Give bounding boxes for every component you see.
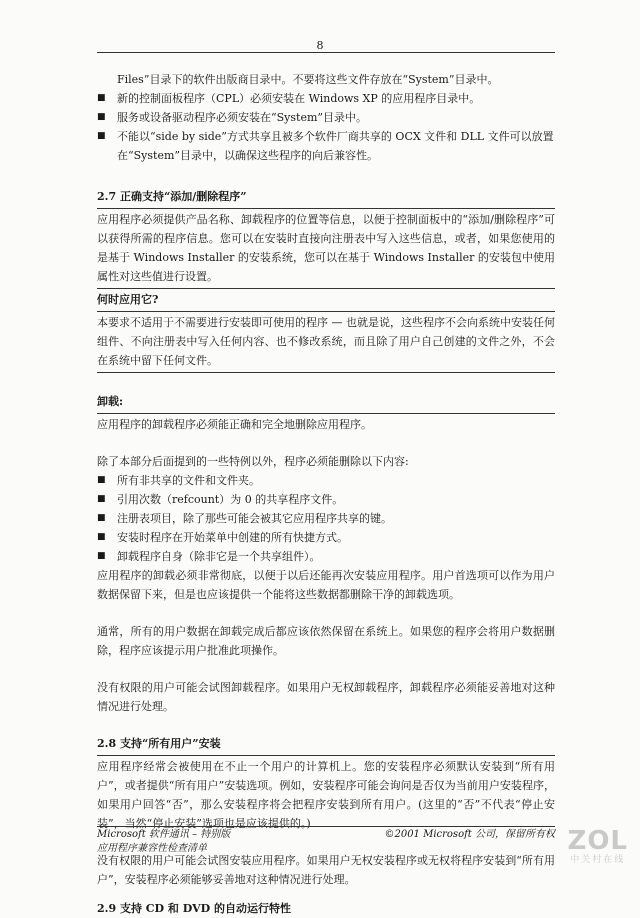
watermark-subtitle: 中关村在线 — [570, 855, 626, 865]
intro-continuation: Files”目录下的软件出版商目录中。不要将这些文件存放在“System”目录中。 — [117, 73, 499, 86]
list-item: ■ 卸载程序自身（除非它是一个共享组件）。 — [97, 547, 555, 566]
list-item: ■ 不能以“side by side”方式共享且被多个软件厂商共享的 OCX 文件和 DLL 文件可以放置在“System”目录中，以确保这些程序的向后兼容性。 — [97, 127, 555, 165]
uninstall-intro: 应用程序的卸载程序必须能正确和完全地删除应用程序。 — [97, 418, 372, 431]
footer-publication: Microsoft 软件通讯 – 特别版 — [97, 829, 231, 840]
section-2-8-body: 应用程序经常会被使用在不止一个用户的计算机上。您的安装程序必须默认安装到“所有用户”，或者提供“所有用户”安装选项。例如，安装程序可能会询问是否仅为当前用户安装程序，如果用户回答“否”，那么安装程序将会把程序安装到所有用户。(这里的“否”不代表“停止安装”，当然“停止安装”选项也是应该提供的。) — [97, 760, 555, 830]
list-item: ■ 引用次数（refcount）为 0 的共享程序文件。 — [97, 490, 555, 509]
uninstall-user-data-paragraph: 通常，所有的用户数据在卸载完成后都应该依然保留在系统上。如果您的程序会将用户数据删除，程序应该提示用户批准此项操作。 — [97, 625, 555, 657]
watermark — [567, 828, 628, 866]
page-content — [97, 70, 555, 918]
when-apply-body: 本要求不适用于不需要进行安装即可使用的程序 — 也就是说，这些程序不会向系统中安装任何组件、不向注册表中写入任何内容、也不修改系统，而且除了用户自己创建的文件之外，不会在系统中留下任何文件。 — [97, 316, 555, 367]
uninstall-after-list: 应用程序的卸载必须非常彻底，以便于以后还能再次安装应用程序。用户首选项可以作为用户数据保留下来，但是也应该提供一个能将这些数据都删除干净的卸载选项。 — [97, 569, 555, 601]
list-item: ■ 新的控制面板程序（CPL）必须安装在 Windows XP 的应用程序目录中。 — [97, 89, 555, 108]
intro-bullet-list — [97, 89, 555, 165]
section-rule — [97, 208, 555, 209]
footer-rule — [97, 826, 555, 827]
footer-document-title: 应用程序兼容性检查清单 — [97, 843, 207, 854]
list-item: ■ 安装时程序在开始菜单中创建的所有快捷方式。 — [97, 528, 555, 547]
header-rule — [97, 52, 555, 53]
uninstall-no-permission-paragraph: 没有权限的用户可能会试图卸载程序。如果用户无权卸载程序，卸载程序必须能妥善地对这种情况进行处理。 — [97, 681, 555, 713]
footer-copyright: ©2001 Microsoft 公司，保留所有权 — [384, 829, 555, 840]
section-2-8-no-permission-paragraph: 没有权限的用户可能会试图安装应用程序。如果用户无权安装程序或无权将程序安装到“所有用户”，安装程序必须能够妥善地对这种情况进行处理。 — [97, 854, 555, 886]
uninstall-title: 卸载: — [97, 395, 124, 408]
section-2-7-body: 应用程序必须提供产品名称、卸载程序的位置等信息，以便于控制面板中的“添加/删除程序”可以获得所需的程序信息。您可以在安装时直接向注册表中写入这些信息，或者，如果您使用的是基于 Windows Installer 的安装系统，您可以在基于 Windows Installer 的安装包中使用属性对这些值进行设置。 — [97, 213, 555, 283]
section-rule — [97, 372, 555, 373]
section-rule — [97, 755, 555, 756]
section-rule — [97, 311, 555, 312]
section-2-9-title: 2.9 支持 CD 和 DVD 的自动运行特性 — [97, 902, 291, 915]
uninstall-list-intro: 除了本部分后面提到的一些特例以外，程序必须能删除以下内容: — [97, 455, 409, 468]
section-rule — [97, 413, 555, 414]
section-rule — [97, 288, 555, 289]
section-2-7-title: 2.7 正确支持“添加/删除程序” — [97, 190, 247, 203]
uninstall-bullet-list — [97, 471, 555, 566]
list-item: ■ 所有非共享的文件和文件夹。 — [97, 471, 555, 490]
list-item: ■ 服务或设备驱动程序必须安装在“System”目录中。 — [97, 108, 555, 127]
when-apply-title: 何时应用它? — [97, 293, 159, 306]
page-number: 8 — [316, 39, 324, 52]
list-item: ■ 注册表项目，除了那些可能会被其它应用程序共享的键。 — [97, 509, 555, 528]
section-2-8-title: 2.8 支持“所有用户”安装 — [97, 737, 221, 750]
watermark-logo: ZOL — [567, 826, 628, 856]
